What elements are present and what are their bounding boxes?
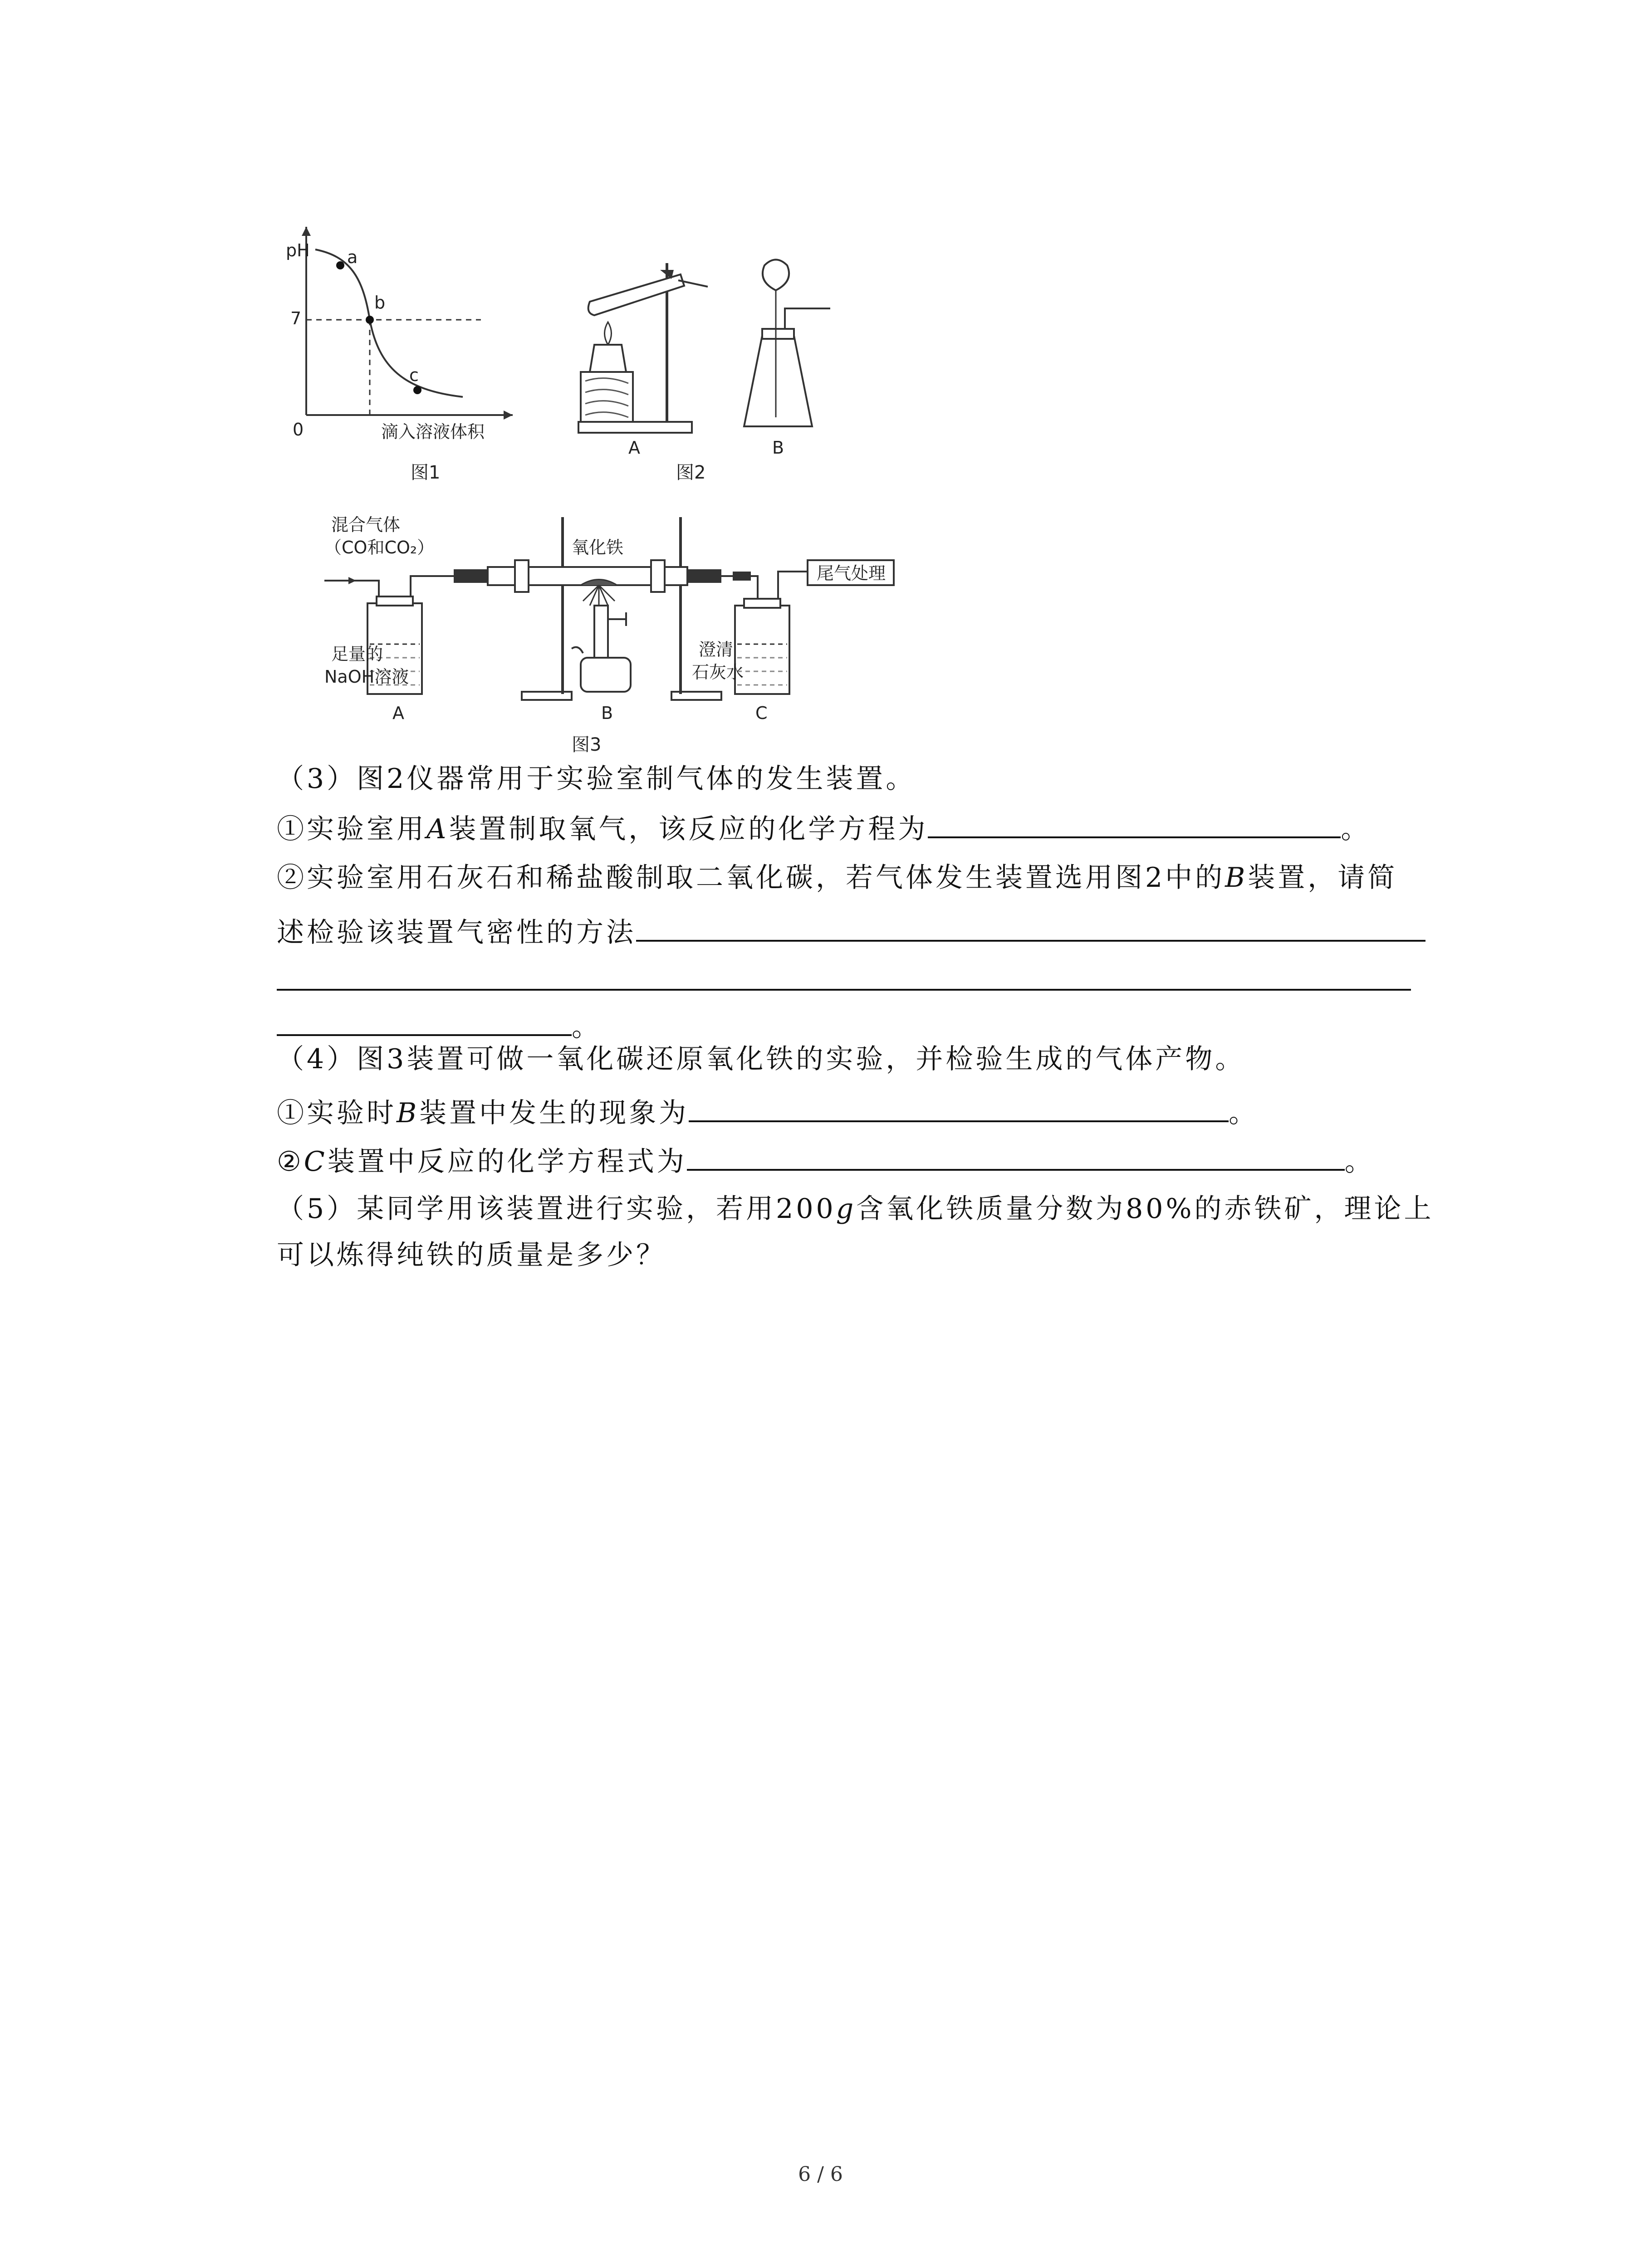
figure-1-ph-curve <box>272 222 526 458</box>
fig3-gas-label-1: 混合气体 <box>331 515 401 535</box>
q4-item1-var: B <box>397 1097 420 1129</box>
q3-item2-line2 <box>277 912 1425 953</box>
q4-item1-text: 装置中发生的现象为 <box>419 1097 689 1129</box>
q4-title: （4）图3装置可做一氧化碳还原氧化铁的实验，并检验生成的气体产物。 <box>277 1043 1245 1075</box>
fig1-point-b: b <box>374 293 386 313</box>
q5-line1-prefix: （5）某同学用该装置进行实验，若用200 <box>277 1193 836 1225</box>
q4-item2-end: 。 <box>1344 1146 1375 1178</box>
fig3-label-A: A <box>392 703 404 723</box>
q3-item2-suffix: 装置，请简 <box>1248 862 1398 894</box>
fig1-ylabel: pH <box>286 240 310 260</box>
fig3-label-B: B <box>601 703 613 723</box>
q4-item1-end: 。 <box>1229 1097 1259 1129</box>
q3-title: （3）图2仪器常用于实验室制气体的发生装置。 <box>277 763 916 795</box>
fig3-naoh-2: NaOH溶液 <box>324 667 409 687</box>
fig3-caption: 图3 <box>572 734 602 755</box>
fig3-naoh-1: 足量的 <box>331 644 383 664</box>
fig1-y7: 7 <box>290 308 302 328</box>
fig1-point-c: c <box>409 365 419 385</box>
q3-item1-end: 。 <box>1341 813 1371 845</box>
fig1-point-a: a <box>347 247 358 267</box>
q4-item2-var: C <box>304 1146 328 1178</box>
q3-item2-var: B <box>1225 862 1248 894</box>
q4-answer-blank-2[interactable] <box>687 1141 1345 1171</box>
q3-item1-var: A <box>426 813 449 845</box>
q5-line2: 可以炼得纯铁的质量是多少？ <box>277 1239 666 1271</box>
q3-item2-prefix: ②实验室用石灰石和稀盐酸制取二氧化碳，若气体发生装置选用图2中的 <box>277 862 1225 894</box>
fig3-gas-label-2: （CO和CO₂） <box>324 538 435 557</box>
fig3-tail-gas: 尾气处理 <box>817 563 886 583</box>
q4-item2 <box>277 1141 1375 1182</box>
fig3-iron-oxide: 氧化铁 <box>572 538 624 557</box>
q4-item2-prefix: ② <box>277 1146 304 1178</box>
q5-line1-var: g <box>836 1193 857 1225</box>
fig1-xlabel: 滴入溶液体积 <box>381 422 485 442</box>
q3-item2-line1 <box>277 857 1397 898</box>
figure-3-co-reduction <box>281 508 971 753</box>
q3-item1-text: 装置制取氧气，该反应的化学方程为 <box>449 813 928 845</box>
fig3-label-C: C <box>755 703 768 723</box>
q3-answer-blank-1[interactable] <box>928 808 1341 838</box>
q3-item1 <box>277 808 1371 850</box>
fig3-limewater-1: 澄清 <box>699 640 734 660</box>
q5-line1 <box>277 1188 1434 1229</box>
q3-answer-blank-2c[interactable] <box>277 1006 572 1036</box>
q5-line1-suffix: 含氧化铁质量分数为80%的赤铁矿，理论上 <box>856 1193 1434 1225</box>
q3-item1-prefix: ①实验室用 <box>277 813 426 845</box>
q4-answer-blank-1[interactable] <box>689 1092 1229 1122</box>
fig2-label-B: B <box>772 438 784 458</box>
q3-item2-line2-text: 述检验该装置气密性的方法 <box>277 917 636 948</box>
q3-answer-blank-2b[interactable] <box>277 989 1411 991</box>
figure-2-apparatus <box>563 254 853 463</box>
q3-item2-end: 。 <box>572 1011 602 1043</box>
q4-item1-prefix: ①实验时 <box>277 1097 397 1129</box>
fig2-caption: 图2 <box>676 462 706 483</box>
q3-answer-blank-2a[interactable] <box>636 912 1425 942</box>
q4-item1 <box>277 1092 1259 1134</box>
q4-item2-text: 装置中反应的化学方程式为 <box>327 1146 687 1178</box>
page-number: 6 / 6 <box>798 2163 843 2186</box>
fig1-origin: 0 <box>293 420 304 440</box>
fig3-limewater-2: 石灰水 <box>692 662 744 682</box>
fig2-label-A: A <box>628 438 640 458</box>
fig1-caption: 图1 <box>411 462 441 483</box>
